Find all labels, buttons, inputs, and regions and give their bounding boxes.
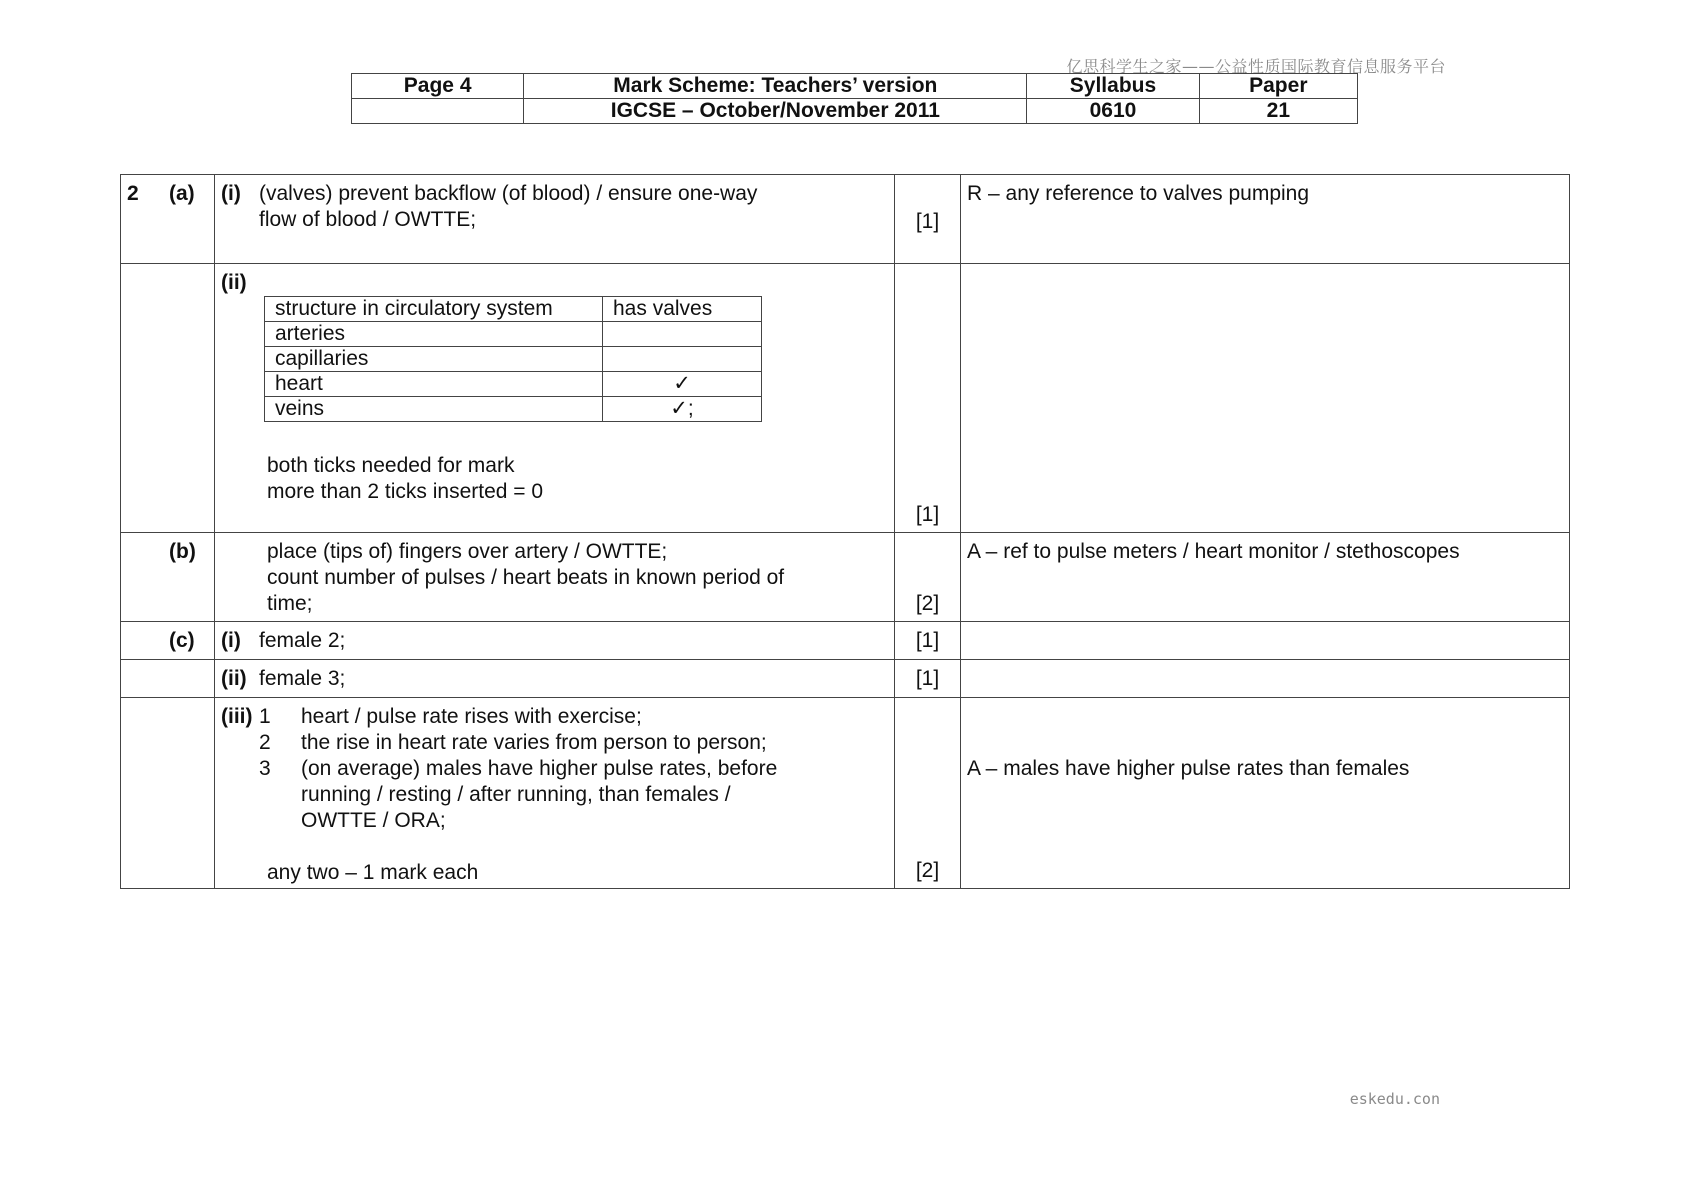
valves-row: [265, 397, 762, 422]
answer-line: count number of pulses / heart beats in known period of: [267, 566, 785, 589]
answer-text: [259, 666, 886, 692]
mark-value: [2]: [915, 592, 940, 615]
valve-tick: ✓: [603, 372, 762, 397]
answer-text: [267, 539, 886, 617]
guidance-cell: [961, 660, 1570, 698]
row-2c-i: [121, 622, 1570, 660]
mark-cell: [895, 175, 961, 264]
mark-value: [1]: [915, 503, 940, 526]
part-label: (a): [169, 182, 195, 205]
answer-line: time;: [267, 592, 313, 615]
mark-cell: [895, 698, 961, 889]
answer-cell: [215, 698, 895, 889]
point-3-cont: OWTTE / ORA;: [301, 809, 446, 832]
valve-tick: [603, 347, 762, 372]
point-3-cont: running / resting / after running, than females /: [301, 783, 731, 806]
valves-header-structure: structure in circulatory system: [265, 297, 603, 322]
answer-line: place (tips of) fingers over artery / OWTTE;: [267, 540, 668, 563]
subpart-label: (i): [221, 182, 241, 205]
answer-note: [267, 860, 886, 886]
valves-row: [265, 322, 762, 347]
point-3: 3 (on average) males have higher pulse rates, before: [259, 757, 778, 780]
answer-cell: [215, 175, 895, 264]
guidance-text: A – males have higher pulse rates than females: [967, 757, 1410, 780]
watermark-bottom: eskedu.con: [1349, 1090, 1440, 1108]
row-2b: [121, 533, 1570, 622]
question-cell: [121, 622, 215, 660]
row-2c-iii: [121, 698, 1570, 889]
part-label: (b): [169, 540, 196, 563]
subpart-label: (i): [221, 629, 241, 652]
guidance-cell: [961, 264, 1570, 533]
answer-points: [259, 704, 886, 834]
answer-cell: [215, 622, 895, 660]
guidance-cell: [961, 698, 1570, 889]
question-cell: [121, 698, 215, 889]
guidance-cell: [961, 175, 1570, 264]
subpart-label: (iii): [221, 705, 253, 728]
structure-name: heart: [265, 372, 603, 397]
subpart-label: (ii): [221, 667, 247, 690]
answer-line: (valves) prevent backflow (of blood) / ensure one-way: [259, 182, 758, 205]
note-line: both ticks needed for mark: [267, 454, 515, 477]
answer-cell: [215, 660, 895, 698]
valves-table: [264, 296, 762, 422]
mark-cell: [895, 264, 961, 533]
note-line: more than 2 ticks inserted = 0: [267, 480, 544, 503]
guidance-text: A – ref to pulse meters / heart monitor / stethoscopes: [967, 540, 1460, 563]
guidance-cell: [961, 622, 1570, 660]
answer-text: [259, 181, 886, 233]
header-empty: [352, 99, 524, 124]
part-label: (c): [169, 629, 195, 652]
mark-cell: [895, 622, 961, 660]
guidance-cell: [961, 533, 1570, 622]
header-syllabus: 0610: [1027, 99, 1199, 124]
structure-name: arteries: [265, 322, 603, 347]
answer-line: flow of blood / OWTTE;: [259, 208, 477, 231]
mark-scheme-table: [120, 174, 1570, 889]
header-title: Mark Scheme: Teachers’ version: [524, 74, 1027, 99]
header-exam: IGCSE – October/November 2011: [524, 99, 1027, 124]
mark-value: [1]: [915, 667, 940, 690]
question-cell: [121, 533, 215, 622]
answer-text: [259, 628, 886, 654]
answer-notes: [267, 453, 886, 505]
header-syllabus-label: Syllabus: [1027, 74, 1199, 99]
question-cell: [121, 264, 215, 533]
valves-header-row: [265, 297, 762, 322]
header-paper: 21: [1199, 99, 1357, 124]
valves-row: [265, 347, 762, 372]
question-cell: [121, 175, 215, 264]
mark-cell: [895, 660, 961, 698]
row-2a-i: [121, 175, 1570, 264]
valves-header-has-valves: has valves: [603, 297, 762, 322]
header-paper-label: Paper: [1199, 74, 1357, 99]
answer-line: female 3;: [259, 667, 346, 690]
point-1: 1 heart / pulse rate rises with exercise;: [259, 705, 642, 728]
subpart-label: (ii): [221, 271, 247, 294]
point-2: 2 the rise in heart rate varies from person to person;: [259, 731, 767, 754]
answer-line: female 2;: [259, 629, 346, 652]
question-number: 2: [127, 182, 139, 205]
mark-value: [1]: [915, 629, 940, 652]
valve-tick: [603, 322, 762, 347]
watermark-top: 亿思科学生之家——公益性质国际教育信息服务平台: [1066, 57, 1446, 76]
question-cell: [121, 660, 215, 698]
row-2c-ii: [121, 660, 1570, 698]
mark-cell: [895, 533, 961, 622]
mark-value: [2]: [915, 859, 940, 882]
mark-value: [1]: [915, 210, 940, 233]
structure-name: veins: [265, 397, 603, 422]
header-page: Page 4: [352, 74, 524, 99]
note-line: any two – 1 mark each: [267, 861, 479, 884]
header-table: [351, 73, 1358, 124]
guidance-text: R – any reference to valves pumping: [967, 182, 1310, 205]
answer-cell: [215, 533, 895, 622]
row-2a-ii: [121, 264, 1570, 533]
structure-name: capillaries: [265, 347, 603, 372]
valve-tick: ✓;: [603, 397, 762, 422]
valves-row: [265, 372, 762, 397]
answer-cell: [215, 264, 895, 533]
